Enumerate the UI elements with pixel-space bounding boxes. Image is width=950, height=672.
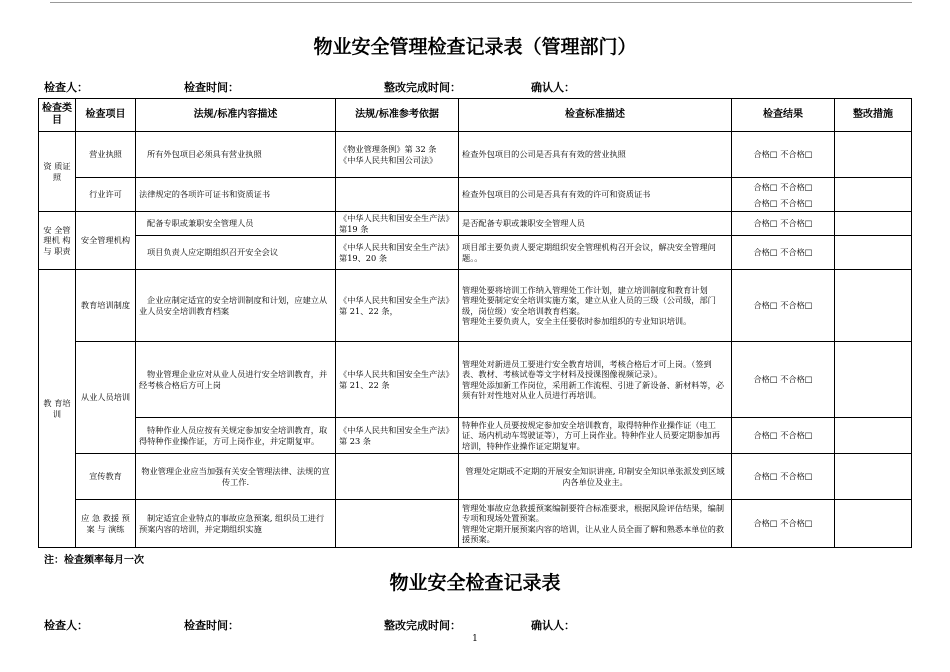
basis-cell: 《中华人民共和国安全生产法》第 23 条 bbox=[336, 418, 459, 454]
deadline-label: 整改完成时间： bbox=[384, 81, 461, 94]
top-rule bbox=[50, 2, 912, 3]
standard-cell: 检查外包项目的公司是否具有有效的许可和资质证书 bbox=[459, 178, 732, 212]
check-time-label: 检查时间： bbox=[184, 619, 239, 632]
header-item: 检查项目 bbox=[76, 99, 136, 132]
table-row bbox=[39, 454, 912, 500]
confirmer-label: 确认人： bbox=[531, 81, 575, 94]
item-cell: 宣传教育 bbox=[76, 454, 136, 500]
meta-row-2 bbox=[0, 617, 950, 633]
second-title: 物业安全检查记录表 bbox=[389, 572, 561, 594]
table-row bbox=[39, 500, 912, 548]
basis-cell bbox=[336, 500, 459, 548]
measures-cell bbox=[835, 342, 912, 418]
standard-cell: 检查外包项目的公司是否具有有效的营业执照 bbox=[459, 132, 732, 178]
table-row bbox=[39, 236, 912, 270]
inspector-label: 检查人： bbox=[44, 81, 88, 94]
check-time-label: 检查时间： bbox=[184, 81, 239, 94]
category-cell: 资 质证照 bbox=[39, 132, 76, 212]
meta-row bbox=[0, 79, 950, 95]
measures-cell bbox=[835, 500, 912, 548]
frequency-note: 注：检查频率每月一次 bbox=[44, 555, 144, 566]
result-checkbox[interactable]: 合格□ 不合格□ bbox=[732, 342, 835, 418]
standard-cell: 管理处定期或不定期的开展安全知识讲座, 印制安全知识单张派发到区域内各单位及业主。 bbox=[459, 454, 732, 500]
description-cell: 配备专职或兼职安全管理人员 bbox=[136, 212, 336, 236]
result-checkbox[interactable]: 合格□ 不合格□ bbox=[732, 454, 835, 500]
inspection-table bbox=[38, 98, 912, 548]
measures-cell bbox=[835, 454, 912, 500]
result-checkbox[interactable]: 合格□ 不合格□ bbox=[732, 270, 835, 342]
header-measures: 整改措施 bbox=[835, 99, 912, 132]
basis-cell bbox=[336, 178, 459, 212]
measures-cell bbox=[835, 212, 912, 236]
measures-cell bbox=[835, 270, 912, 342]
description-cell: 所有外包项目必须具有营业执照 bbox=[136, 132, 336, 178]
table-row bbox=[39, 270, 912, 342]
table-header-row bbox=[39, 99, 912, 132]
description-cell: 特种作业人员应按有关规定参加安全培训教育，取得特种作业操作证，方可上岗作业，并定期复审。 bbox=[136, 418, 336, 454]
result-checkbox[interactable]: 合格□ 不合格□ bbox=[732, 500, 835, 548]
result-checkbox[interactable]: 合格□ 不合格□ bbox=[732, 212, 835, 236]
description-cell: 项目负责人应定期组织召开安全会议 bbox=[136, 236, 336, 270]
description-cell: 制定适宜企业特点的事故应急预案, 组织员工进行预案内容的培训，并定期组织实施 bbox=[136, 500, 336, 548]
table-row bbox=[39, 132, 912, 178]
result-checkbox[interactable]: 合格□ 不合格□ 合格□ 不合格□ bbox=[732, 178, 835, 212]
table-row bbox=[39, 212, 912, 236]
description-cell: 物业管理企业应当加强有关安全管理法律、法规的宣传工作. bbox=[136, 454, 336, 500]
basis-cell: 《中华人民共和国安全生产法》第19、20 条 bbox=[336, 236, 459, 270]
page-number: 1 bbox=[472, 634, 478, 644]
header-basis: 法规/标准参考依据 bbox=[336, 99, 459, 132]
category-cell: 教 育培训 bbox=[39, 270, 76, 548]
table-row bbox=[39, 342, 912, 418]
category-cell: 安 全管 理机 构与 职责 bbox=[39, 212, 76, 270]
header-standard: 检查标准描述 bbox=[459, 99, 732, 132]
confirmer-label: 确认人： bbox=[531, 619, 575, 632]
item-cell: 安全管理机构 bbox=[76, 212, 136, 270]
result-checkbox[interactable]: 合格□ 不合格□ bbox=[732, 418, 835, 454]
basis-cell: 《中华人民共和国安全生产法》第19 条 bbox=[336, 212, 459, 236]
description-cell: 企业应制定适宜的安全培训制度和计划，应建立从业人员安全培训教育档案 bbox=[136, 270, 336, 342]
measures-cell bbox=[835, 236, 912, 270]
standard-cell: 是否配备专职或兼职安全管理人员 bbox=[459, 212, 732, 236]
basis-cell: 《物业管理条例》第 32 条 《中华人民共和国公司法》 bbox=[336, 132, 459, 178]
basis-cell: 《中华人民共和国安全生产法》第 21、22 条 bbox=[336, 342, 459, 418]
standard-cell: 管理处要将培训工作纳入管理处工作计划，建立培训制度和教育计划 管理处要制定安全培训实施方案，建立从业人员的三级（公司级，部门级，岗位级）安全培训教育档案。 管理处主要负责人，安全主任要依时参加组织的专业知识培训。 bbox=[459, 270, 732, 342]
basis-cell bbox=[336, 454, 459, 500]
item-cell: 行业许可 bbox=[76, 178, 136, 212]
standard-cell: 管理处对新进员工要进行安全教育培训，考核合格后才可上岗。（签到表、教材、考核试卷等文字材料及授课图像视频记录）。 管理处添加新工作岗位，采用新工作流程、引进了新设备、新材料等，必须有针对性地对从业人员进行再培训。 bbox=[459, 342, 732, 418]
header-description: 法规/标准内容描述 bbox=[136, 99, 336, 132]
measures-cell bbox=[835, 418, 912, 454]
item-cell: 营业执照 bbox=[76, 132, 136, 178]
standard-cell: 管理处事故应急救援预案编制要符合标准要求，根据风险评估结果，编制专项和现场处置预案。 管理处定期开展预案内容的培训，让从业人员全面了解和熟悉本单位的救援预案。 bbox=[459, 500, 732, 548]
measures-cell bbox=[835, 132, 912, 178]
header-category: 检查类目 bbox=[39, 99, 76, 132]
page-title: 物业安全管理检查记录表（管理部门） bbox=[313, 36, 637, 58]
table-row bbox=[39, 178, 912, 212]
measures-cell bbox=[835, 178, 912, 212]
deadline-label: 整改完成时间： bbox=[384, 619, 461, 632]
standard-cell: 特种作业人员要按规定参加安全培训教育，取得特种作业操作证（电工证、场内机动车驾驶证等），方可上岗作业。特种作业人员要定期参加再培训，特种作业操作证定期复审。 bbox=[459, 418, 732, 454]
result-checkbox[interactable]: 合格□ 不合格□ bbox=[732, 236, 835, 270]
item-cell: 应 急 救援 预 案 与 演练 bbox=[76, 500, 136, 548]
table-row bbox=[39, 418, 912, 454]
standard-cell: 项目部主要负责人要定期组织安全管理机构召开会议，解决安全管理问题。。 bbox=[459, 236, 732, 270]
item-cell: 教育培训制度 bbox=[76, 270, 136, 342]
basis-cell: 《中华人民共和国安全生产法》第 21、22 条， bbox=[336, 270, 459, 342]
description-cell: 物业管理企业应对从业人员进行安全培训教育，并经考核合格后方可上岗 bbox=[136, 342, 336, 418]
inspector-label: 检查人： bbox=[44, 619, 88, 632]
result-checkbox[interactable]: 合格□ 不合格□ bbox=[732, 132, 835, 178]
description-cell: 法律规定的各项许可证书和资质证书 bbox=[136, 178, 336, 212]
item-cell: 从业人员培训 bbox=[76, 342, 136, 454]
header-result: 检查结果 bbox=[732, 99, 835, 132]
